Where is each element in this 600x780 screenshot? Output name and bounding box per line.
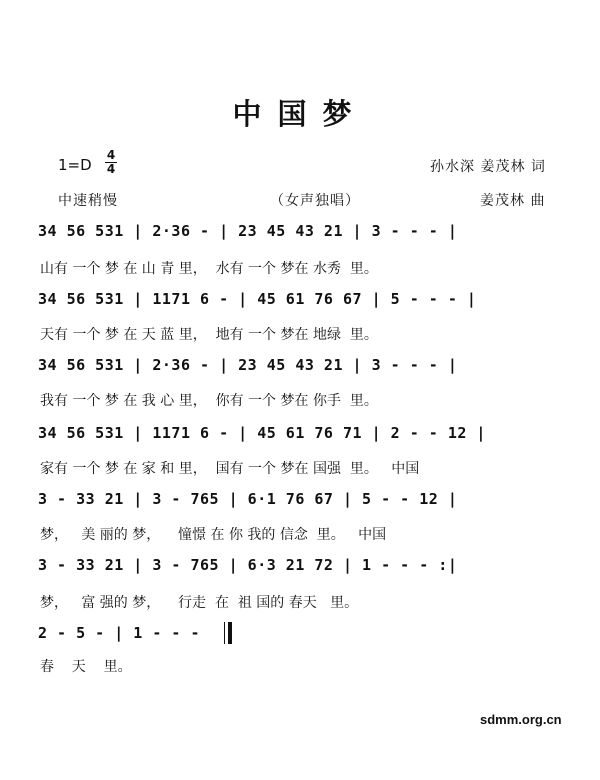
final-barline-thin [224,622,225,644]
meter-bottom: 4 [106,162,116,176]
notation-line-1: 34 56 531 | 2·36 - | 23 45 43 21 | 3 - - - | [38,222,458,240]
lyric-line-7: 春 天 里。 [40,659,132,675]
notation-line-2: 34 56 531 | 1171 6 - | 45 61 76 67 | 5 - - - | [38,290,477,308]
page-title: 中国梦 [232,97,368,131]
lyric-line-4: 家有 一个 梦 在 家 和 里， 国有 一个 梦在 国强 里。 中国 [40,461,420,477]
final-barline-thick [228,622,232,644]
time-signature [105,150,117,175]
lyric-line-2: 天有 一个 梦 在 天 蓝 里， 地有 一个 梦在 地绿 里。 [40,327,378,343]
meter-top: 4 [106,148,116,162]
voice-marking: （女声独唱） [270,193,360,209]
notation-line-7: 2 - 5 - | 1 - - - [38,624,201,642]
lyric-line-1: 山有 一个 梦 在 山 青 里， 水有 一个 梦在 水秀 里。 [40,261,378,277]
watermark: sdmm.org.cn [480,712,562,727]
notation-line-3: 34 56 531 | 2·36 - | 23 45 43 21 | 3 - - - | [38,356,458,374]
lyricist-credit: 孙水深 姜茂林 词 [430,159,546,175]
lyric-line-6: 梦， 富 强的 梦， 行走 在 祖 国的 春天 里。 [40,595,359,611]
notation-line-5: 3 - 33 21 | 3 - 765 | 6·1 76 67 | 5 - - 12 | [38,490,458,508]
notation-line-6: 3 - 33 21 | 3 - 765 | 6·3 21 72 | 1 - - - :| [38,556,458,574]
lyric-line-3: 我有 一个 梦 在 我 心 里， 你有 一个 梦在 你手 里。 [40,393,378,409]
key-signature: 1=D [58,156,92,174]
tempo-marking: 中速稍慢 [58,193,118,209]
lyric-line-5: 梦， 美 丽的 梦， 憧憬 在 你 我的 信念 里。 中国 [40,527,387,543]
notation-line-4: 34 56 531 | 1171 6 - | 45 61 76 71 | 2 - - 12 | [38,424,486,442]
composer-credit: 姜茂林 曲 [480,193,546,209]
